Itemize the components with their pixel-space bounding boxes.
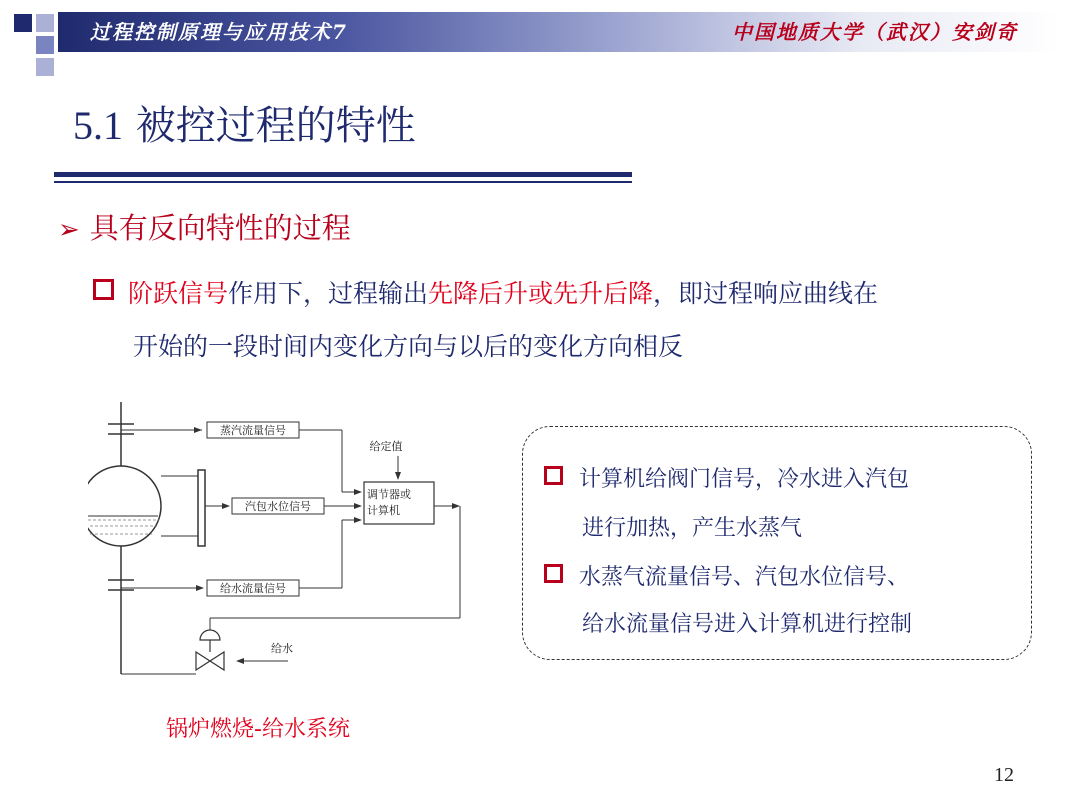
info-item-2-line-2: 给水流量信号进入计算机进行控制 (582, 612, 913, 637)
corner-square-4 (36, 58, 54, 76)
section-number: 5.1 (73, 103, 123, 148)
controller-label-1: 调节器或 (367, 488, 411, 501)
page-number: 12 (994, 764, 1014, 786)
description-line-1 (93, 274, 878, 310)
section-heading (58, 206, 351, 247)
info-item-1-line-1 (544, 462, 909, 493)
corner-square-3 (36, 36, 54, 54)
desc-highlight-1: 阶跃信号 (128, 279, 229, 308)
info-text: 计算机给阀门信号，冷水进入汽包 (579, 467, 910, 492)
title-rule-thick (54, 172, 632, 177)
page-title (73, 94, 416, 151)
drum-level-label: 汽包水位信号 (245, 500, 311, 513)
info-item-2-line-1 (544, 560, 909, 591)
info-item-1-line-2: 进行加热，产生水蒸气 (582, 516, 803, 541)
section-title: 被控过程的特性 (135, 103, 416, 149)
square-bullet-icon (93, 279, 114, 300)
setpoint-label: 给定值 (369, 440, 403, 453)
course-title: 过程控制原理与应用技术7 (90, 20, 348, 44)
arrow-bullet-icon: ➢ (58, 215, 80, 245)
controller-label-2: 计算机 (367, 504, 400, 517)
title-rule-thin (54, 181, 632, 183)
desc-text-1: 作用下，过程输出 (228, 279, 429, 308)
description-line-2: 开始的一段时间内变化方向与以后的变化方向相反 (133, 332, 684, 361)
diagram-caption: 锅炉燃烧-给水系统 (166, 717, 350, 742)
desc-highlight-2: 先降后升或先升后降 (428, 279, 654, 308)
square-bullet-icon (544, 564, 563, 583)
author-label: 中国地质大学（武汉）安剑奇 (732, 20, 1018, 44)
feed-flow-label: 给水流量信号 (220, 582, 286, 595)
section-heading-text: 具有反向特性的过程 (89, 211, 351, 245)
corner-square-1 (14, 14, 32, 32)
square-bullet-icon (544, 466, 563, 485)
steam-flow-label: 蒸汽流量信号 (220, 424, 286, 437)
feedwater-label: 给水 (271, 642, 293, 655)
corner-square-2 (36, 14, 54, 32)
boiler-diagram (88, 394, 488, 694)
info-text: 水蒸气流量信号、汽包水位信号、 (579, 565, 910, 590)
desc-text-2: ，即过程响应曲线在 (653, 279, 879, 308)
